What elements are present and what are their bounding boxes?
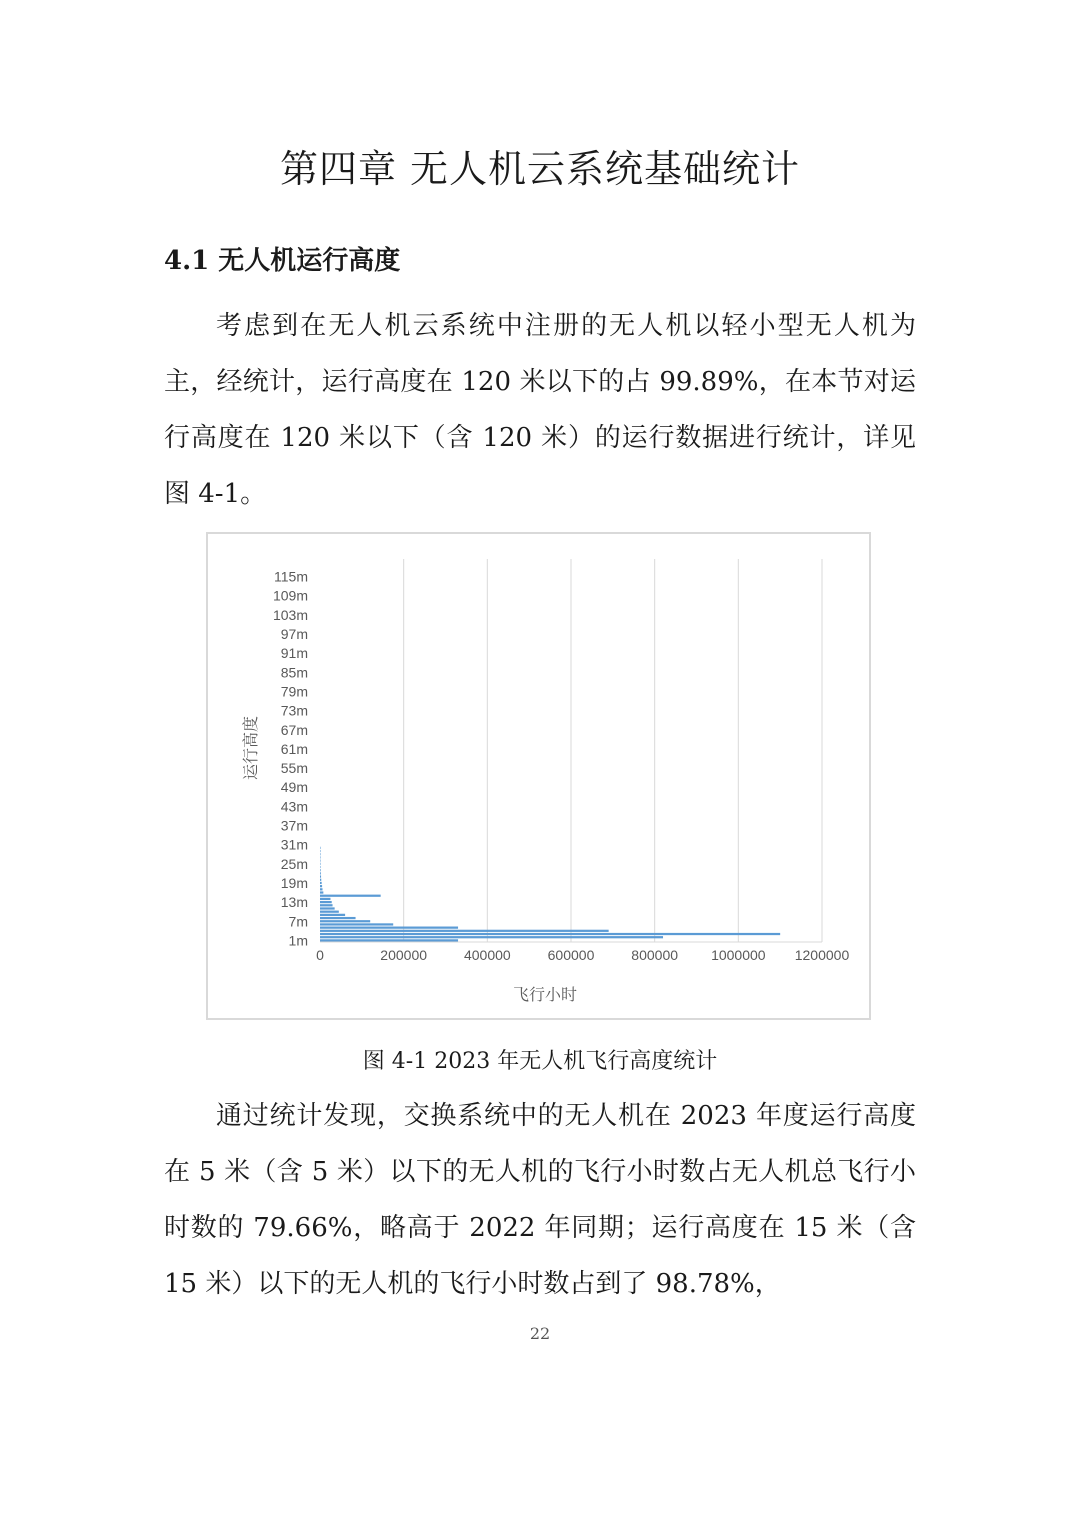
y-tick-label: 19m [280,874,308,891]
bar-22m [320,872,321,874]
flight-altitude-chart [208,534,873,1022]
y-tick-label: 91m [280,645,308,662]
bar-1m [320,939,458,941]
y-tick-label: 115m [274,568,308,585]
chapter-title: 第四章 无人机云系统基础统计 [279,147,801,191]
bar-12m [320,904,333,906]
bar-4m [320,930,609,932]
x-tick-label: 1000000 [711,947,766,963]
bar-29m [320,850,321,852]
y-tick-label: 85m [280,664,308,681]
x-axis-title: 飞行小时 [512,985,578,1004]
y-tick-label: 55m [280,760,308,777]
bar-28m [320,853,321,855]
y-tick-label: 73m [280,702,308,719]
bar-2m [320,936,663,938]
bar-8m [320,917,356,919]
y-tick-label: 37m [280,817,308,834]
y-tick-label: 7m [288,913,308,930]
y-tick-label: 13m [280,894,308,911]
figure-caption: 图 4-1 2023 年无人机飞行高度统计 [362,1049,718,1074]
bar-3m [320,933,780,935]
bar-27m [320,856,321,858]
body-paragraph-2: 通过统计发现，交换系统中的无人机在 2023 年度运行高度在 5 米（含 5 米）以下的无人机的飞行小时数占无人机总飞行小时数的 79.66%，略高于 2022 年同期；运行高度在 15 米（含 15 米）以下的无人机的飞行小时数占到了 98.78%， [164,1101,916,1299]
bar-16m [320,891,323,893]
x-tick-label: 600000 [547,947,595,963]
bar-21m [320,875,321,877]
bar-10m [320,911,339,913]
x-tick-label: 800000 [631,947,679,963]
page-number: 22 [529,1324,551,1343]
bar-6m [320,923,393,925]
bar-25m [320,863,321,865]
y-tick-label: 1m [288,932,308,949]
chart-frame [206,532,871,1020]
y-tick-label: 79m [280,683,308,700]
bar-5m [320,927,458,929]
y-tick-label: 103m [272,606,308,623]
x-tick-label: 400000 [463,947,511,963]
y-tick-label: 67m [280,721,308,738]
y-tick-label: 109m [272,587,308,604]
y-tick-label: 43m [280,798,308,815]
y-tick-label: 31m [280,836,308,853]
y-axis-title: 运行高度 [241,715,260,781]
bar-7m [320,920,370,922]
bar-20m [320,879,321,881]
bar-24m [320,866,321,868]
bar-18m [320,885,322,887]
y-tick-label: 49m [280,779,308,796]
x-tick-label: 0 [316,947,324,963]
x-tick-label: 200000 [380,947,428,963]
x-tick-label: 1200000 [794,947,850,963]
bar-13m [320,901,332,903]
bar-26m [320,859,321,861]
bar-19m [320,882,322,884]
y-tick-label: 97m [280,626,308,643]
bar-15m [320,895,381,897]
y-tick-label: 25m [280,855,308,872]
bar-30m [320,847,321,849]
y-tick-label: 61m [280,740,308,757]
bar-14m [320,898,330,900]
bar-23m [320,869,321,871]
body-paragraph-1: 考虑到在无人机云系统中注册的无人机以轻小型无人机为主，经统计，运行高度在 120 米以下的占 99.89%，在本节对运行高度在 120 米以下（含 120 米）的运行数据进行统计，详见图 4-1。 [164,311,916,509]
bar-17m [320,888,323,890]
section-heading: 4.1 无人机运行高度 [164,246,401,276]
bar-9m [320,914,345,916]
bar-11m [320,907,335,909]
